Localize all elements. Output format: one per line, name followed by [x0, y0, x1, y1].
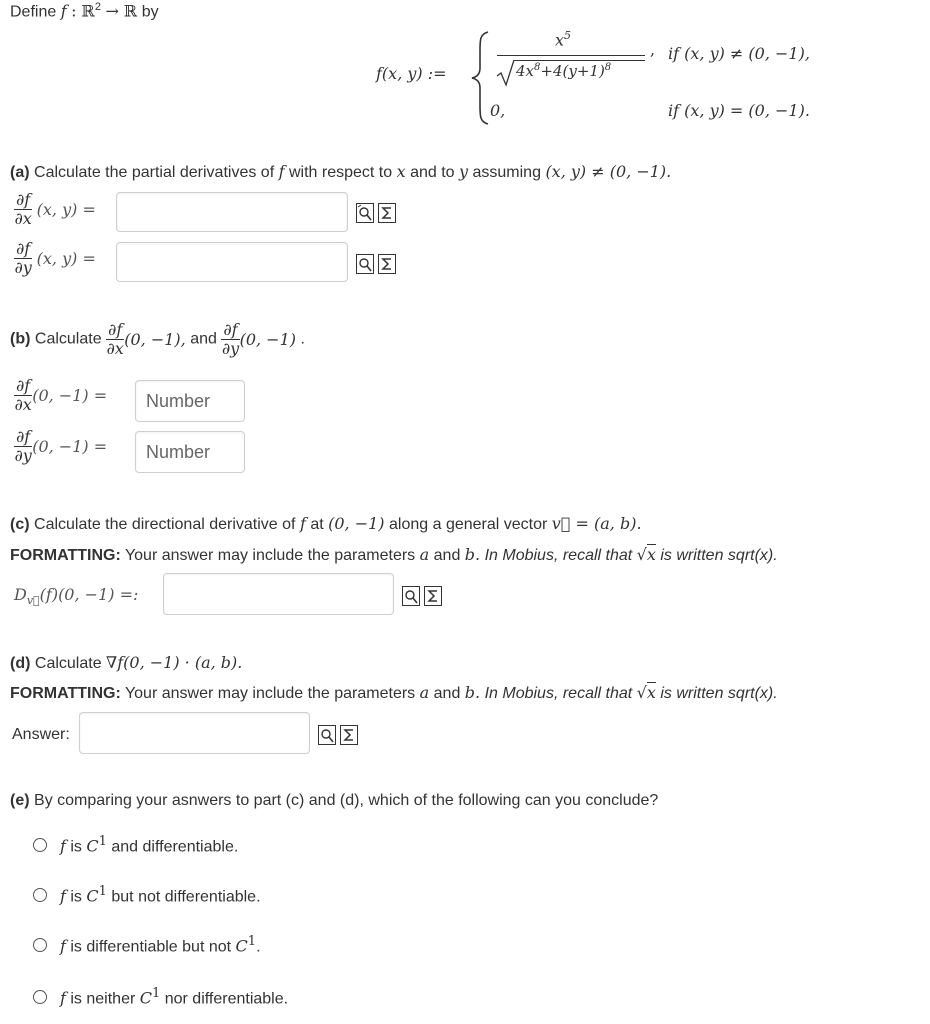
option-radio[interactable]	[33, 838, 47, 852]
option-label[interactable]: f is neither $C^1$ nor differentiable.	[60, 986, 289, 1008]
directional-derivative-input[interactable]	[163, 573, 394, 615]
case1-condition: if (x, y) ≠ (0, −1),	[668, 44, 810, 63]
piecewise-lhs: f(x, y) :=	[376, 64, 447, 83]
option-radio[interactable]	[33, 888, 47, 902]
dfdy-input[interactable]	[116, 242, 348, 282]
equation-editor-icon[interactable]	[378, 254, 396, 274]
preview-icon[interactable]	[318, 725, 336, 745]
option-radio[interactable]	[33, 938, 47, 952]
case1-fraction-bar	[497, 55, 645, 56]
equation-editor-icon[interactable]	[378, 203, 396, 223]
part-b-prompt: (b) Calculate $\frac{\partial f}{\partial x}$ (0, −1), and $\frac{\partial f}{\partial y}$ (0, −1) .	[10, 320, 305, 358]
option-label[interactable]: f is differentiable but not $C^1$.	[60, 934, 261, 956]
part-c-prompt: (c) Calculate the directional derivative of f at (0, −1) along a general vector v⃗ = (a, b).	[10, 514, 642, 533]
case2-value: 0,	[490, 101, 506, 120]
dfdx-label: $\frac{\partial f}{\partial x}$ (x, y) =	[14, 190, 96, 228]
directional-derivative-label: $D_{v⃗}(f)(0$, −1) =:	[14, 585, 139, 608]
preview-icon[interactable]	[402, 586, 420, 606]
part-d-prompt: (d) Calculate ∇f(0, −1) · (a, b).	[10, 653, 243, 672]
part-e-prompt: (e) By comparing your asnwers to part (c) and (d), which of the following can you conclude?	[10, 792, 659, 809]
dfdx-at-point-input[interactable]	[135, 380, 245, 422]
option-radio[interactable]	[33, 990, 47, 1004]
definition-line: Define f : ℝ$^2$ → ℝ by	[10, 1, 159, 21]
option-label[interactable]: f is $C^1$ and differentiable.	[60, 834, 239, 856]
dfdy-label: $\frac{\partial f}{\partial y}$ (x, y) =	[14, 239, 96, 277]
dfdy-at-point-input[interactable]	[135, 431, 245, 473]
gradient-dot-input[interactable]	[79, 712, 310, 754]
piecewise-brace	[470, 30, 492, 126]
sqrt-sign	[496, 58, 516, 88]
option-label[interactable]: f is $C^1$ but not differentiable.	[60, 884, 261, 906]
dfdx-at-point-label: $\frac{\partial f}{\partial x}$ (0, −1) =	[14, 376, 108, 414]
part-c-formatting-note: FORMATTING: Your answer may include the parameters a and b. In Mobius, recall that √x is written sqrt(x).	[10, 545, 778, 564]
case1-numerator: $x^5$	[555, 29, 572, 50]
case1-denominator: $4x^8+4(y+1)^8$	[516, 62, 612, 80]
part-a-prompt: (a) Calculate the partial derivatives of f with respect to x and to y assuming (x, y) ≠ (0, −1).	[10, 162, 672, 181]
dfdy-at-point-label: $\frac{\partial f}{\partial y}$ (0, −1) =	[14, 427, 108, 465]
dfdx-input[interactable]	[116, 192, 348, 232]
sqrt-overline	[514, 60, 645, 61]
case2-condition: if (x, y) = (0, −1).	[668, 101, 810, 120]
preview-icon[interactable]	[356, 203, 374, 223]
answer-label: Answer:	[12, 726, 70, 743]
equation-editor-icon[interactable]	[424, 586, 442, 606]
equation-editor-icon[interactable]	[340, 725, 358, 745]
preview-icon[interactable]	[356, 254, 374, 274]
case1-comma: ,	[650, 40, 656, 59]
part-d-formatting-note: FORMATTING: Your answer may include the parameters a and b. In Mobius, recall that √x is written sqrt(x).	[10, 683, 778, 702]
